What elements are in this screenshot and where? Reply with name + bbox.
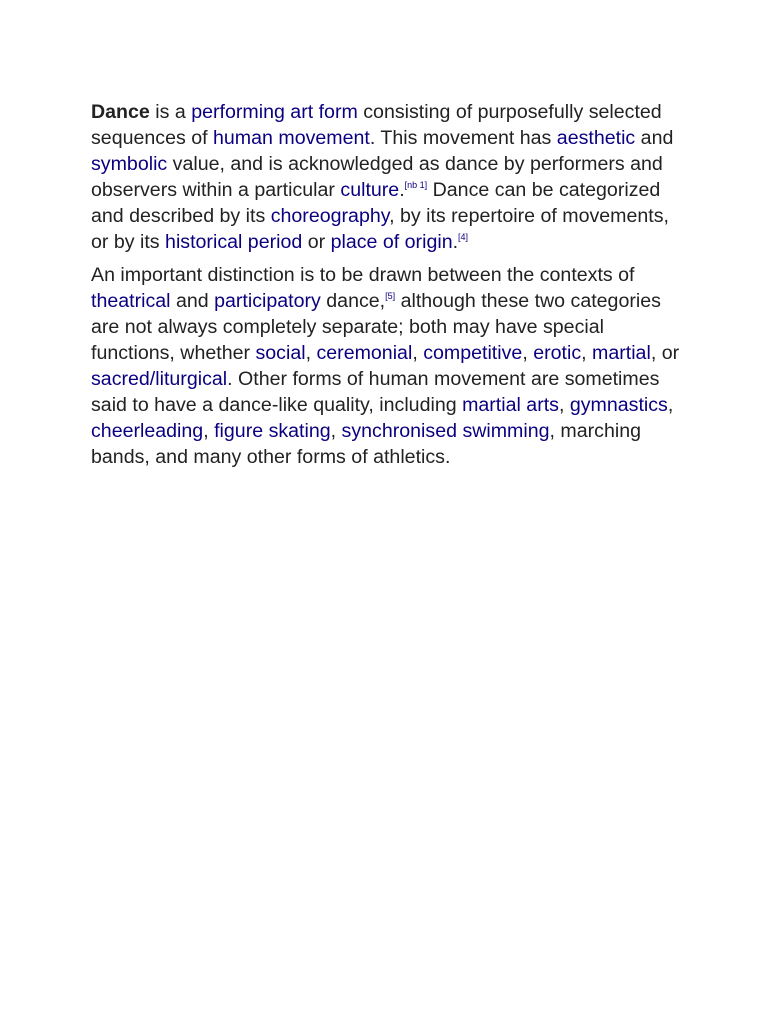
- text-run: is a: [149, 101, 192, 123]
- link-figure-skating[interactable]: figure skating: [214, 419, 331, 442]
- footnote-4[interactable]: [4]: [458, 231, 469, 242]
- footnote-5[interactable]: [5]: [385, 291, 396, 302]
- link-symbolic[interactable]: symbolic: [91, 152, 168, 175]
- link-human-movement[interactable]: human movement: [213, 126, 370, 149]
- article-body: [91, 100, 681, 479]
- text-run: ,: [581, 342, 593, 365]
- link-erotic[interactable]: erotic: [533, 342, 582, 365]
- link-performing-art-form[interactable]: performing art form: [191, 101, 358, 123]
- link-ceremonial[interactable]: ceremonial: [316, 342, 413, 365]
- text-run: ,: [667, 393, 674, 416]
- term-dance: Dance: [91, 101, 150, 123]
- text-run: , by its repertoire of movements, or by its: [91, 204, 669, 253]
- link-place-of-origin[interactable]: place of origin: [330, 230, 453, 253]
- text-run: ,: [558, 393, 570, 416]
- text-run: ,: [412, 342, 424, 365]
- text-run: . Other forms of human movement are sometimes said to have a dance-like quality, including: [91, 368, 660, 416]
- paragraph-2: [91, 263, 681, 470]
- link-gymnastics[interactable]: gymnastics: [569, 393, 668, 416]
- link-choreography[interactable]: choreography: [270, 204, 390, 227]
- link-social[interactable]: social: [255, 342, 306, 365]
- link-martial-arts[interactable]: martial arts: [462, 393, 559, 416]
- link-theatrical[interactable]: theatrical: [91, 290, 171, 313]
- text-run: Dance can be categorized and described by its: [91, 178, 661, 227]
- text-run: and: [635, 126, 674, 149]
- link-cheerleading[interactable]: cheerleading: [91, 419, 204, 442]
- text-run: ,: [522, 342, 534, 365]
- text-run: . This movement has: [369, 126, 557, 149]
- link-aesthetic[interactable]: aesthetic: [556, 126, 636, 149]
- text-run: dance,: [320, 290, 386, 313]
- text-run: An important distinction is to be drawn between the contexts of: [91, 264, 635, 287]
- paragraph-1: [91, 100, 681, 255]
- text-run: although these two categories are not always completely separate; both may have special functions, whether: [91, 290, 661, 365]
- text-run: and: [170, 290, 215, 313]
- text-run: , or: [650, 342, 680, 365]
- link-synchronised-swimming[interactable]: synchronised swimming: [341, 419, 550, 442]
- text-run: value, and is acknowledged as dance by performers and observers within a particular: [91, 152, 663, 201]
- text-run: ,: [305, 342, 317, 365]
- text-run: ,: [203, 419, 215, 442]
- link-competitive[interactable]: competitive: [423, 342, 523, 365]
- link-participatory[interactable]: participatory: [214, 290, 321, 313]
- text-run: consisting of purposefully selected sequences of: [91, 101, 662, 149]
- footnote-nb1[interactable]: [nb 1]: [404, 179, 428, 190]
- link-sacred-liturgical[interactable]: sacred/liturgical: [91, 368, 228, 391]
- text-run: .: [452, 230, 459, 253]
- link-culture[interactable]: culture: [340, 178, 400, 201]
- text-run: ,: [330, 419, 342, 442]
- link-martial[interactable]: martial: [592, 342, 651, 365]
- link-historical-period[interactable]: historical period: [165, 230, 303, 253]
- text-run: or: [302, 230, 331, 253]
- text-run: , marching bands, and many other forms of athletics.: [91, 419, 642, 468]
- text-run: .: [399, 178, 405, 201]
